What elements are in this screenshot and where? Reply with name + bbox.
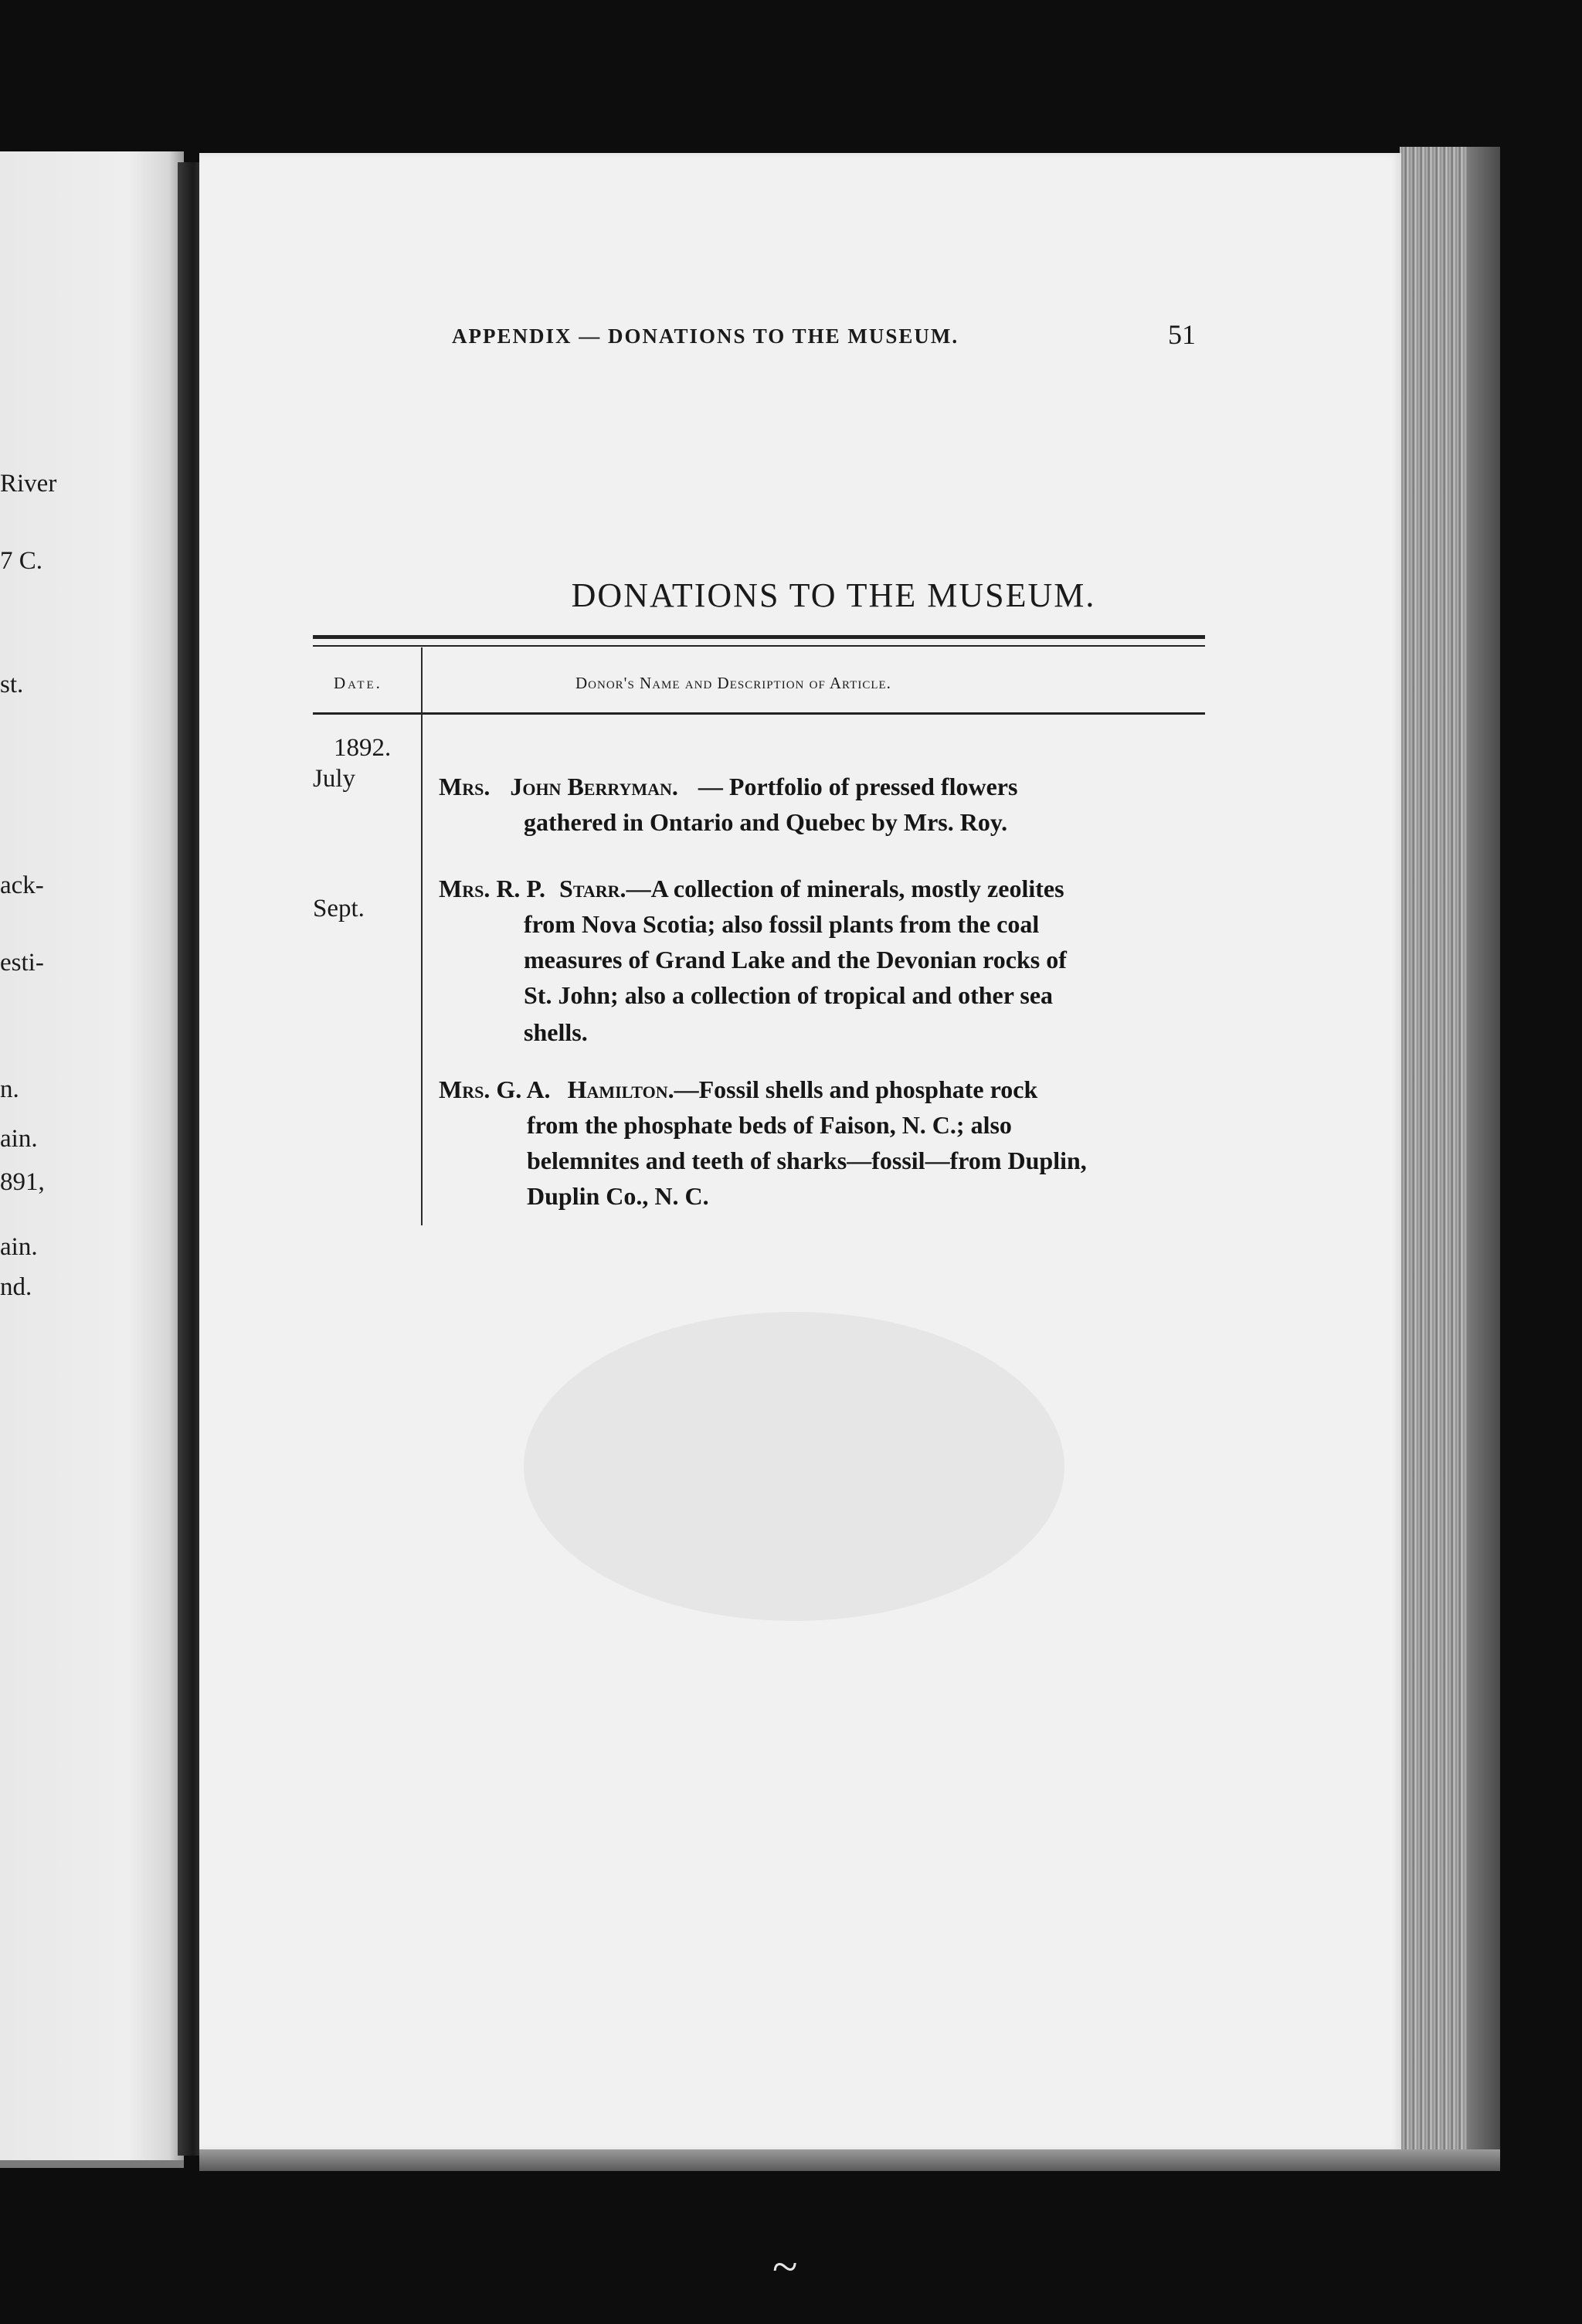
donor-prefix: Mrs. R. P. (439, 875, 546, 902)
date-month-sept: Sept. (313, 895, 365, 922)
show-through-smudge (524, 1312, 1064, 1621)
entry-line: gathered in Ontario and Quebec by Mrs. Roy. (524, 808, 1008, 836)
left-page-fragment: ain. (0, 1233, 38, 1261)
column-header-date: Date. (334, 674, 382, 692)
entry-line: belemnites and teeth of sharks—fossil—from Duplin, (527, 1147, 1087, 1174)
section-title: DONATIONS TO THE MUSEUM. (571, 576, 1096, 614)
entry-line: measures of Grand Lake and the Devonian rocks of (524, 946, 1067, 973)
left-page-fragment: esti- (0, 949, 44, 977)
donor-name: John Berryman. (510, 773, 678, 800)
left-page-fragment: 891, (0, 1168, 45, 1196)
entry-line (439, 1075, 1037, 1104)
entry-line: St. John; also a collection of tropical and other sea (524, 981, 1054, 1009)
left-page-fragment: ack- (0, 872, 44, 899)
left-page-fragment: River (0, 470, 57, 498)
left-page-fragment: n. (0, 1075, 19, 1103)
left-page-fragment: nd. (0, 1273, 32, 1301)
date-year: 1892. (334, 734, 392, 762)
table-top-rule (313, 635, 1205, 639)
date-month-july: July (313, 765, 356, 793)
entry-text: —A collection of minerals, mostly zeolites (626, 875, 1064, 902)
left-page-fragment: st. (0, 671, 24, 698)
entry-line: from Nova Scotia; also fossil plants from the coal (524, 910, 1040, 938)
entry-line (439, 773, 1017, 801)
entry-line (439, 875, 1064, 903)
donor-name: Hamilton. (567, 1075, 674, 1103)
left-page-fragment: ain. (0, 1125, 38, 1153)
scratch-mark: ~ (772, 2241, 798, 2292)
entry-line: shells. (524, 1018, 588, 1046)
entry-line: Duplin Co., N. C. (527, 1182, 709, 1210)
page-bottom-edge (199, 2149, 1500, 2171)
table-column-divider (421, 647, 423, 1225)
donor-prefix: Mrs. (439, 773, 491, 800)
table-top-rule-thin (313, 645, 1205, 647)
entry-line: from the phosphate beds of Faison, N. C.; also (527, 1111, 1012, 1139)
table-header-rule (313, 712, 1205, 715)
left-page-fragment: 7 C. (0, 547, 43, 575)
entry-text: — Portfolio of pressed flowers (698, 773, 1018, 800)
running-header: APPENDIX — DONATIONS TO THE MUSEUM. (452, 324, 959, 348)
column-header-description: Donor's Name and Description of Article. (575, 674, 891, 692)
book-cover-edge (1468, 147, 1500, 2156)
entry-text: —Fossil shells and phosphate rock (674, 1075, 1038, 1103)
donor-name: Starr. (559, 875, 626, 902)
donor-prefix: Mrs. G. A. (439, 1075, 551, 1103)
page-number: 51 (1168, 319, 1196, 350)
left-facing-page (0, 151, 184, 2168)
